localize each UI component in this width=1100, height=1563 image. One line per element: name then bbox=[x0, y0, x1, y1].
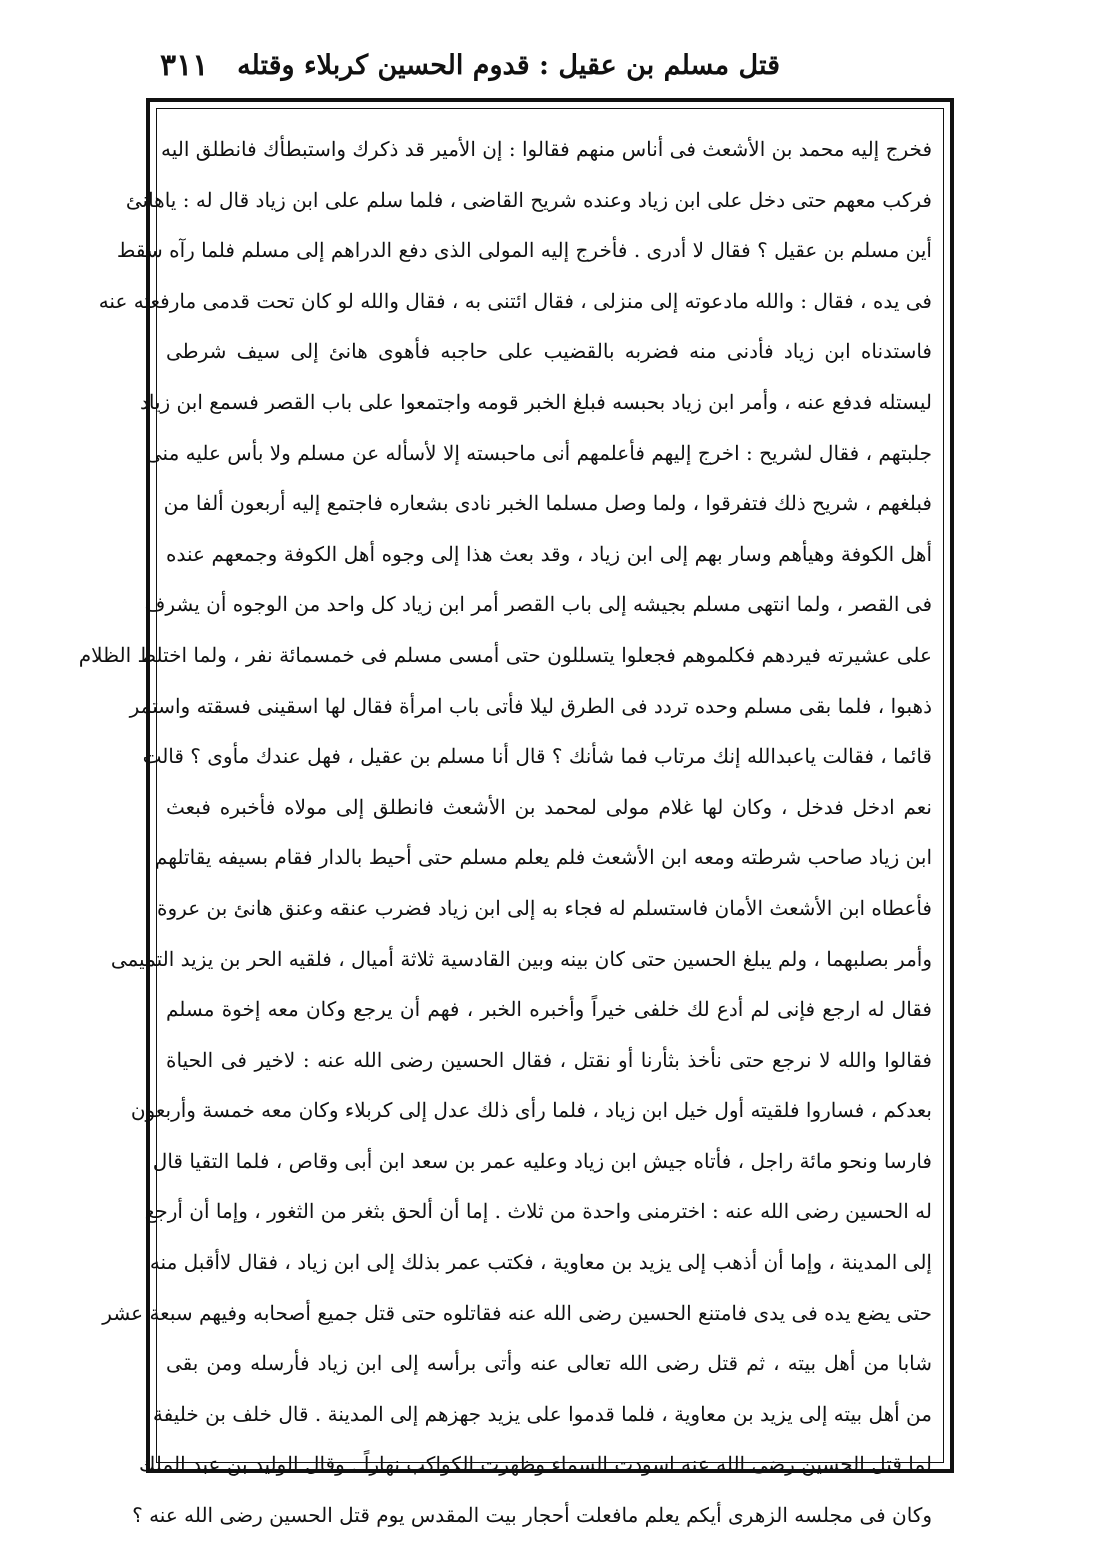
text-line: فركب معهم حتى دخل على ابن زياد وعنده شريح القاضى ، فلما سلم على ابن زياد قال له : ياهانئ bbox=[125, 187, 932, 212]
text-line: نعم ادخل فدخل ، وكان لها غلام مولى لمحمد بن الأشعث فانطلق إلى مولاه فأخبره فبعث bbox=[166, 794, 932, 819]
text-line: أين مسلم بن عقيل ؟ فقال لا أدرى . فأخرج إليه المولى الذى دفع الدراهم إلى مسلم فلما رآه سقط bbox=[116, 238, 932, 263]
text-line: ليستله فدفع عنه ، وأمر ابن زياد بحبسه فبلغ الخبر قومه واجتمعوا على باب القصر فسمع ابن زياد bbox=[139, 389, 932, 414]
text-line: من أهل بيته إلى يزيد بن معاوية ، فلما قدموا على يزيد جهزهم إلى المدينة . قال خلف بن خليفة bbox=[152, 1401, 932, 1426]
text-line: فأعطاه ابن الأشعث الأمان فاستسلم له فجاء به إلى ابن زياد فضرب عنقه وعنق هانئ بن عروة bbox=[157, 895, 932, 920]
text-line: بعدكم ، فساروا فلقيته أول خيل ابن زياد ، فلما رأى ذلك عدل إلى كربلاء وكان معه خمسة وأربعون bbox=[130, 1098, 932, 1123]
text-line: فقالوا والله لا نرجع حتى نأخذ بثأرنا أو نقتل ، فقال الحسين رضى الله عنه : لاخير فى الحياة bbox=[166, 1047, 932, 1072]
text-line: أهل الكوفة وهيأهم وسار بهم إلى ابن زياد ، وقد بعث هذا إلى وجوه أهل الكوفة وجمعهم عنده bbox=[166, 541, 933, 566]
text-line: شابا من أهل بيته ، ثم قتل رضى الله تعالى عنه وأتى برأسه إلى ابن زياد فأرسله ومن بقى bbox=[166, 1351, 932, 1376]
page-header bbox=[140, 44, 960, 94]
text-line: فى القصر ، ولما انتهى مسلم بجيشه إلى باب القصر أمر ابن زياد كل واحد من الوجوه أن يشرف bbox=[144, 592, 932, 617]
text-line: فاستدناه ابن زياد فأدنى منه فضربه بالقضيب على حاجبه فأهوى هانئ إلى سيف شرطى bbox=[166, 339, 932, 364]
text-line: له الحسين رضى الله عنه : اخترمنى واحدة من ثلاث . إما أن ألحق بثغر من الثغور ، وإما أن أرجع bbox=[144, 1199, 932, 1224]
page-number: ٣١١ bbox=[160, 48, 209, 83]
text-line: ذهبوا ، فلما بقى مسلم وحده تردد فى الطرق ليلا فأتى باب امرأة فقال لها اسقينى فسقته واستمر bbox=[129, 693, 932, 718]
text-line: فخرج إليه محمد بن الأشعث فى أناس منهم فقالوا : إن الأمير قد ذكرك واستبطأك فانطلق اليه bbox=[160, 137, 932, 161]
text-line: قائما ، فقالت ياعبدالله إنك مرتاب فما شأنك ؟ قال أنا مسلم بن عقيل ، فهل عندك مأوى ؟ قالت bbox=[142, 744, 932, 769]
text-line: فقال له ارجع فإنى لم أدع لك خلفى خيراً وأخبره الخبر ، فهم أن يرجع وكان معه إخوة مسلم bbox=[166, 997, 932, 1022]
text-line: فارسا ونحو مائة راجل ، فأتاه جيش ابن زياد وعليه عمر بن سعد ابن أبى وقاص ، فلما التقيا قال bbox=[152, 1148, 932, 1173]
running-title: قتل مسلم بن عقيل : قدوم الحسين كربلاء وقتله bbox=[237, 50, 780, 81]
text-line: فى يده ، فقال : والله مادعوته إلى منزلى ، فقال ائتنى به ، فقال والله لو كان تحت قدمى مارفعته عنه bbox=[98, 288, 932, 313]
text-body bbox=[78, 124, 933, 1541]
text-line: إلى المدينة ، وإما أن أذهب إلى يزيد بن معاوية ، فكتب عمر بذلك إلى ابن زياد ، فقال لاأقبل منه bbox=[149, 1250, 932, 1275]
text-line: ابن زياد صاحب شرطته ومعه ابن الأشعث فلم يعلم مسلم حتى أحيط بالدار فقام بسيفه يقاتلهم bbox=[154, 845, 932, 870]
text-line: فبلغهم ، شريح ذلك فتفرقوا ، ولما وصل مسلما الخبر نادى بشعاره فاجتمع إليه أربعون ألفا من bbox=[163, 491, 932, 516]
text-line: وكان فى مجلسه الزهرى أيكم يعلم مافعلت أحجار بيت المقدس يوم قتل الحسين رضى الله عنه ؟ bbox=[132, 1503, 932, 1528]
text-line: وأمر بصلبهما ، ولم يبلغ الحسين حتى كان بينه وبين القادسية ثلاثة أميال ، فلقيه الحر بن يزيد التميمى bbox=[110, 946, 932, 971]
text-line: على عشيرته فيردهم فكلموهم فجعلوا يتسللون حتى أمسى مسلم فى خمسمائة نفر ، ولما اختلط الظلام bbox=[78, 642, 932, 667]
text-line: حتى يضع يده فى يدى فامتنع الحسين رضى الله عنه فقاتلوه حتى قتل جميع أصحابه وفيهم سبعة عشر bbox=[102, 1300, 932, 1325]
text-line: جلبتهم ، فقال لشريح : اخرج إليهم فأعلمهم أنى ماحبسته إلا لأسأله عن مسلم ولا بأس عليه منى bbox=[145, 440, 932, 465]
text-line: لما قتل الحسين رضى الله عنه اسودت السماء وظهرت الكواكب نهاراً . وقال الوليد بن عبد الملك bbox=[138, 1452, 932, 1477]
